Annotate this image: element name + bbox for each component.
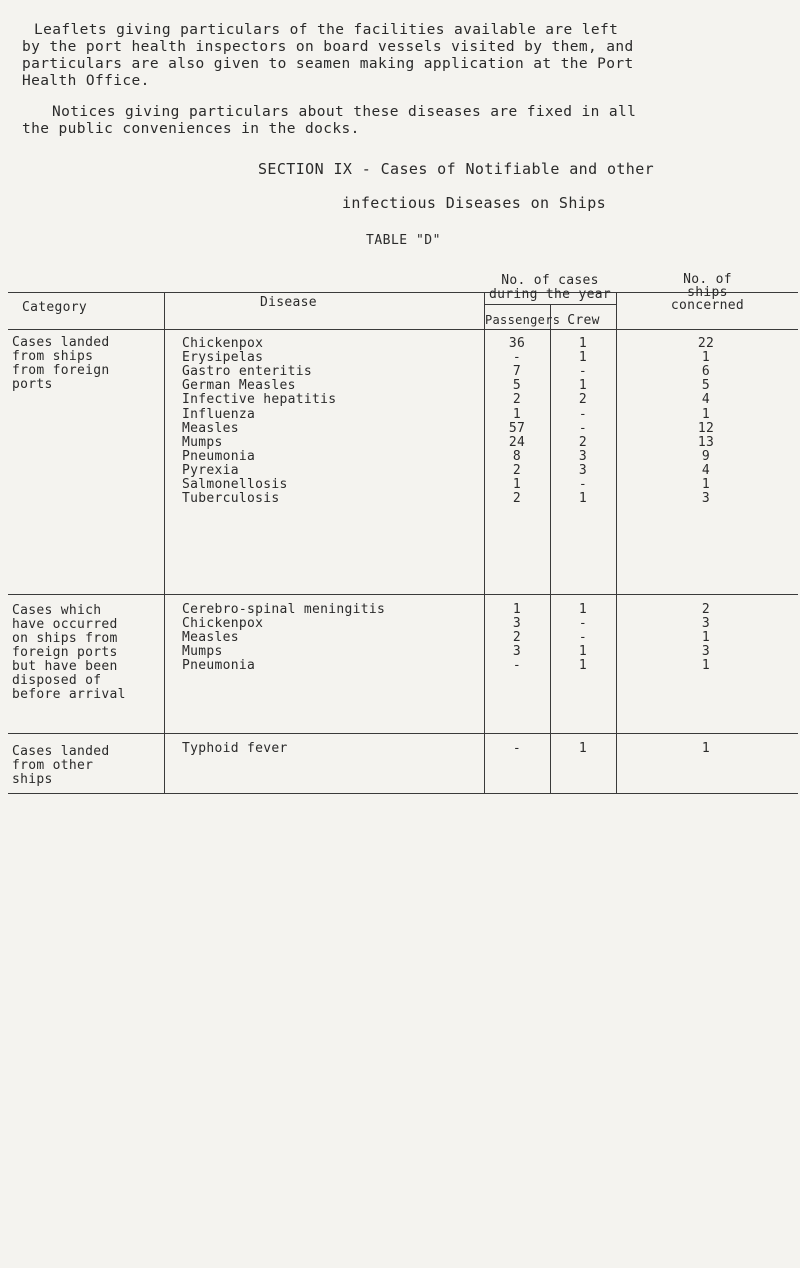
passengers-cell: 2: [512, 392, 522, 408]
category-line: Cases landed: [12, 744, 110, 759]
category-line: from other: [12, 758, 94, 773]
ships-cell: 1: [701, 741, 711, 756]
passengers-cell: 1: [512, 477, 522, 492]
table-rule: [484, 292, 485, 793]
header-disease: Disease: [260, 295, 317, 310]
table-rule: [8, 329, 798, 330]
disease-cell: Gastro enteritis: [182, 364, 313, 380]
disease-cell: Salmonellosis: [182, 477, 288, 492]
category-line: ports: [12, 377, 53, 392]
category-cell: [12, 604, 126, 702]
text-line: Notices giving particulars about these diseases are fixed in all: [52, 104, 637, 120]
disease-cell: Chickenpox: [182, 336, 264, 351]
ships-cell: 1: [701, 630, 711, 646]
crew-cell: 1: [578, 644, 588, 660]
notices-paragraph: [22, 104, 792, 138]
ships-cell: 1: [701, 658, 711, 674]
disease-cell: Typhoid fever: [182, 741, 288, 756]
ships-cell: 3: [701, 491, 711, 507]
passengers-cell: -: [512, 741, 522, 756]
crew-cell: -: [578, 406, 588, 422]
category-line: from foreign: [12, 363, 110, 378]
leaflets-paragraph: [22, 22, 797, 90]
disease-cell: Mumps: [182, 644, 223, 660]
header-cases: No. of cases: [501, 273, 599, 288]
category-line: from ships: [12, 349, 94, 364]
crew-cell: 1: [578, 658, 588, 674]
crew-cell: -: [578, 477, 588, 492]
disease-cell: Infective hepatitis: [182, 392, 337, 408]
passengers-cell: 57: [508, 420, 526, 436]
category-line: have occurred: [12, 617, 118, 632]
crew-cell: -: [578, 616, 588, 632]
ships-cell: 1: [701, 350, 711, 366]
crew-cell: -: [578, 420, 588, 436]
text-line: the public conveniences in the docks.: [22, 121, 360, 137]
header-passengers: Passengers: [485, 313, 561, 327]
header-ships-2: ships: [687, 285, 728, 300]
passengers-cell: 5: [512, 378, 522, 394]
ships-cell: 3: [701, 644, 711, 660]
passengers-cell: 2: [512, 462, 522, 478]
passengers-cell: 8: [512, 448, 522, 464]
crew-cell: 1: [578, 336, 588, 351]
ships-cell: 1: [701, 406, 711, 422]
disease-cell: Pneumonia: [182, 658, 256, 674]
passengers-cell: 2: [512, 491, 522, 507]
passengers-cell: 1: [512, 602, 522, 617]
passengers-cell: 3: [512, 616, 522, 632]
disease-cell: Cerebro-spinal meningitis: [182, 602, 386, 617]
crew-cell: 1: [578, 491, 588, 507]
table-rule: [8, 733, 798, 734]
ships-cell: 3: [701, 616, 711, 632]
crew-cell: 3: [578, 448, 588, 464]
ships-cell: 6: [701, 364, 711, 380]
crew-cell: 1: [578, 602, 588, 617]
category-line: before arrival: [12, 687, 126, 702]
header-ships: No. of: [683, 272, 732, 287]
section-heading-line2: infectious Diseases on Ships: [342, 194, 607, 212]
text-line: Leaflets giving particulars of the facilities available are left: [34, 22, 619, 38]
category-cell: [12, 745, 110, 787]
disease-cell: Influenza: [182, 406, 256, 422]
category-line: disposed of: [12, 673, 102, 688]
passengers-cell: 2: [512, 630, 522, 646]
table-title: TABLE "D": [366, 233, 441, 248]
crew-cell: -: [578, 630, 588, 646]
category-line: Cases landed: [12, 335, 110, 350]
disease-cell: Measles: [182, 630, 239, 646]
category-line: Cases which: [12, 603, 102, 618]
category-line: but have been: [12, 659, 118, 674]
ships-cell: 12: [697, 420, 715, 436]
crew-cell: 1: [578, 378, 588, 394]
crew-cell: 3: [578, 462, 588, 478]
ships-cell: 22: [697, 336, 715, 351]
crew-cell: -: [578, 364, 588, 380]
disease-cell: Chickenpox: [182, 616, 264, 632]
ships-cell: 13: [697, 434, 715, 450]
table-rule: [164, 292, 165, 793]
passengers-cell: 36: [508, 336, 526, 351]
text-line: by the port health inspectors on board vessels visited by them, and: [22, 39, 634, 55]
disease-cell: Tuberculosis: [182, 491, 280, 507]
disease-cell: Mumps: [182, 434, 223, 450]
passengers-cell: 3: [512, 644, 522, 660]
ships-cell: 4: [701, 392, 711, 408]
table-rule: [616, 292, 617, 793]
ships-cell: 1: [701, 477, 711, 492]
disease-cell: Measles: [182, 420, 239, 436]
text-line: particulars are also given to seamen making application at the Port: [22, 56, 634, 72]
text-line: Health Office.: [22, 73, 150, 89]
category-line: on ships from: [12, 631, 118, 646]
header-category: Category: [22, 300, 88, 315]
disease-cell: Pneumonia: [182, 448, 256, 464]
crew-cell: 1: [578, 350, 588, 366]
passengers-cell: 24: [508, 434, 526, 450]
category-line: foreign ports: [12, 645, 118, 660]
disease-cell: Erysipelas: [182, 350, 264, 366]
disease-cell: Pyrexia: [182, 462, 239, 478]
passengers-cell: 1: [512, 406, 522, 422]
ships-cell: 9: [701, 448, 711, 464]
ships-cell: 5: [701, 378, 711, 394]
crew-cell: 1: [578, 741, 588, 756]
passengers-cell: -: [512, 658, 522, 674]
header-crew: Crew: [567, 313, 600, 328]
category-line: ships: [12, 772, 53, 787]
header-cases-sub: during the year: [489, 287, 611, 302]
header-ships-3: concerned: [670, 298, 745, 313]
ships-cell: 4: [701, 462, 711, 478]
crew-cell: 2: [578, 392, 588, 408]
category-cell: [12, 336, 110, 392]
disease-cell: German Measles: [182, 378, 296, 394]
crew-cell: 2: [578, 434, 588, 450]
table-rule: [550, 305, 551, 793]
table-rule: [8, 793, 798, 794]
ships-cell: 2: [701, 602, 711, 617]
passengers-cell: -: [512, 350, 522, 366]
section-heading: SECTION IX - Cases of Notifiable and other: [258, 160, 655, 178]
table-rule: [8, 594, 798, 595]
passengers-cell: 7: [512, 364, 522, 380]
